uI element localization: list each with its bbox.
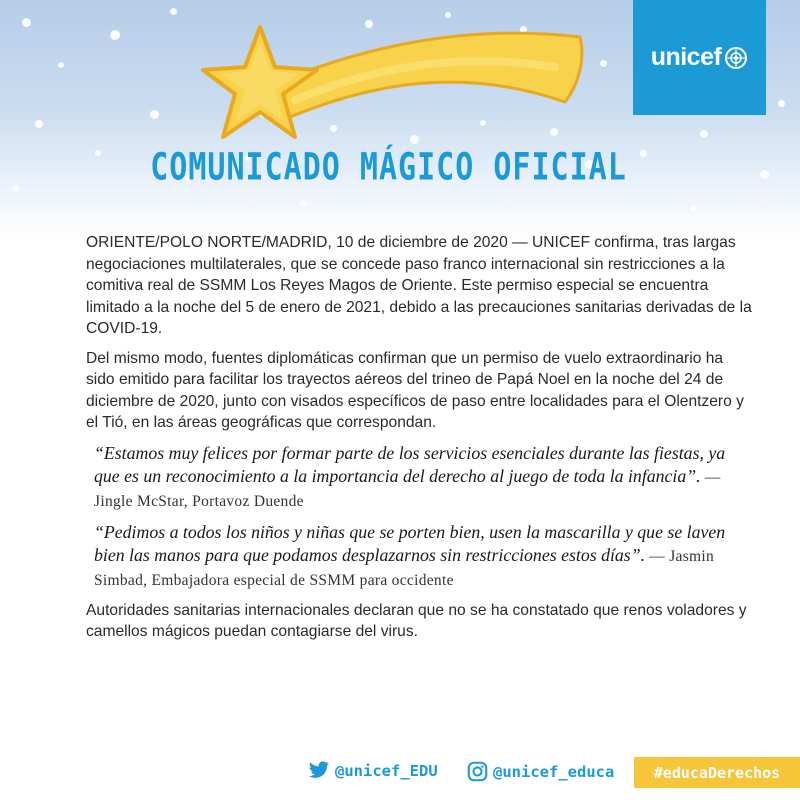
snowflake — [600, 60, 607, 67]
instagram-handle: @unicef_educa — [493, 762, 615, 781]
snowflake — [778, 100, 785, 107]
snowflake — [700, 130, 708, 138]
shooting-star-icon — [195, 12, 590, 152]
logo-wordmark: unicef — [650, 43, 722, 71]
quote-2-text: “Pedimos a todos los niños y niñas que se porten bien, usen la mascarilla y que se laven bien las manos para que podamos desplazarnos sin restricciones estos días”. — [94, 521, 726, 565]
quote-2-author: — Jasmin Simbad, Embajadora especial de SSMM para occidente — [94, 547, 715, 589]
paragraph-2: Del mismo modo, fuentes diplomáticas confirman que un permiso de vuelo extraordinario ha sido emitido para facilitar los trayectos aéreos del trineo de Papá Noel en la noche del 24 de diciembre de 2020, junto con visados específicos de paso entre localidades para el Olentzero y el Tió, en las áreas geográficas que correspondan. — [86, 349, 744, 431]
snowflake — [300, 200, 307, 207]
twitter-handle: @unicef_EDU — [335, 761, 438, 780]
twitter-link[interactable] — [308, 761, 438, 780]
instagram-icon — [467, 761, 488, 782]
paragraph-3: Autoridades sanitarias internacionales declaran que no se ha constatado que renos voladores y camellos mágicos puedan contagiarse del virus. — [86, 601, 747, 640]
unicef-logo — [633, 0, 766, 115]
footer — [0, 757, 800, 791]
hashtag-badge[interactable]: #educaDerechos — [634, 757, 800, 788]
quote-1 — [94, 442, 752, 513]
snowflake — [58, 62, 64, 68]
instagram-link[interactable] — [467, 761, 614, 782]
quote-1-text: “Estamos muy felices por formar parte de los servicios esenciales durante las fiestas, ya que es un reconocimiento a la importancia del derecho al juego de toda la infancia”. — [94, 442, 726, 486]
page-title: COMUNICADO MÁGICO OFICIAL — [150, 145, 627, 190]
snowflake — [110, 30, 120, 40]
quote-1-author: — Jingle McStar, Portavoz Duende — [94, 468, 721, 510]
quote-2 — [94, 521, 752, 592]
globe-emblem-icon — [724, 46, 748, 70]
snowflake — [150, 110, 159, 119]
snowflake — [35, 120, 43, 128]
twitter-bird-icon — [308, 761, 330, 780]
snowflake — [22, 18, 31, 27]
snowflake — [690, 205, 696, 211]
snowflake — [170, 8, 177, 15]
press-release-body — [86, 232, 752, 651]
paragraph-1: ORIENTE/POLO NORTE/MADRID, 10 de diciembre de 2020 — UNICEF confirma, tras largas negociaciones multilaterales, que se concede paso franco internacional sin restricciones a la comitiva real de SSMM Los Reyes Magos de Oriente. Este permiso especial se encuentra limitado a la noche del 5 de enero de 2021, debido a las precauciones sanitarias derivadas de la COVID-19. — [86, 234, 752, 337]
